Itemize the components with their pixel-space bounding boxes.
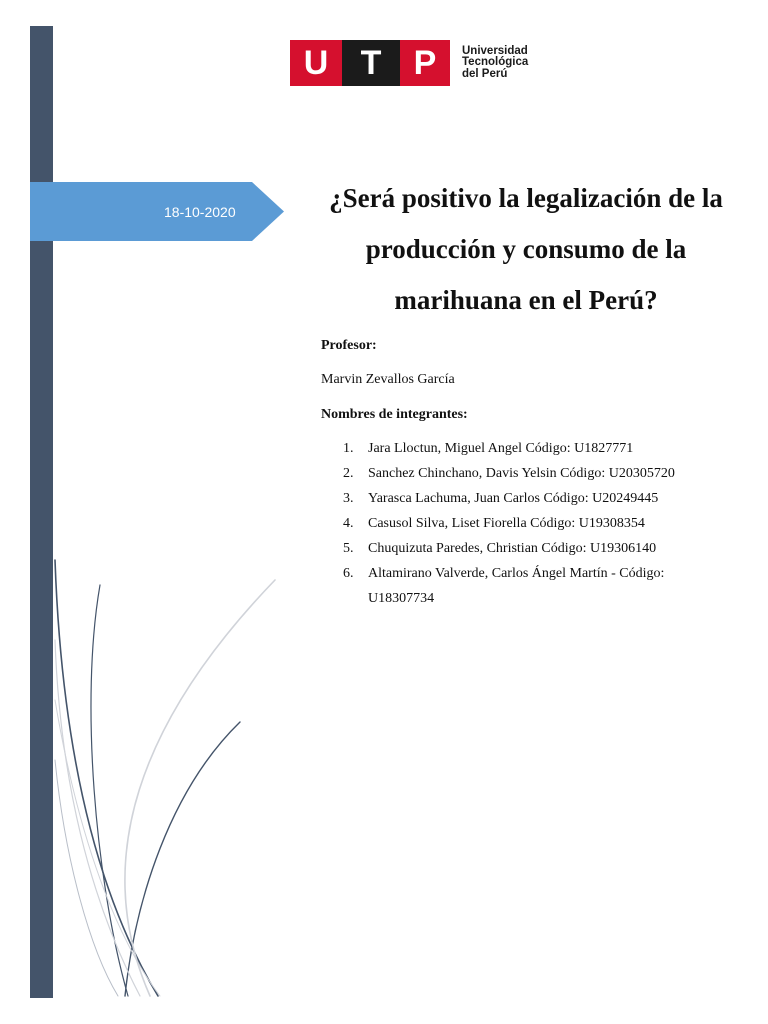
professor-name: Marvin Zevallos García [321, 372, 455, 387]
members-label: Nombres de integrantes: [321, 407, 468, 422]
list-item [321, 464, 741, 484]
logo-letter-t: T [342, 40, 400, 86]
logo-letter-p: P [400, 40, 450, 86]
utp-logo [290, 40, 528, 86]
list-item [321, 539, 741, 559]
list-number: 1. [343, 441, 354, 456]
logo-line-1: Universidad [462, 44, 528, 57]
list-item [321, 514, 741, 534]
logo-wordmark [462, 46, 528, 81]
members-list [321, 439, 741, 609]
member-text: Altamirano Valverde, Carlos Ángel Martín - Código: [368, 566, 665, 581]
logo-line-2: Tecnológica [462, 56, 529, 69]
list-number: 4. [343, 516, 354, 531]
logo-letter-u: U [290, 40, 342, 86]
list-item [321, 439, 741, 459]
date-banner [30, 182, 284, 241]
member-text: Yarasca Lachuma, Juan Carlos Código: U20249445 [368, 491, 659, 506]
document-title: ¿Será positivo la legalización de la producción y consumo de la marihuana en el Perú? [329, 183, 723, 315]
list-number: 3. [343, 491, 354, 506]
member-text: Jara Lloctun, Miguel Angel Código: U1827771 [368, 441, 634, 456]
professor-label: Profesor: [321, 338, 377, 353]
list-number: 6. [343, 566, 354, 581]
member-text: Sanchez Chinchano, Davis Yelsin Código: U20305720 [368, 466, 675, 481]
list-item [321, 489, 741, 509]
utp-logo-mark [290, 40, 450, 86]
document-body [321, 336, 741, 614]
list-item [321, 564, 748, 609]
list-number: 5. [343, 541, 354, 556]
member-code: U18307734 [368, 591, 435, 606]
date-text: 18-10-2020 [164, 203, 236, 220]
list-number: 2. [343, 466, 354, 481]
member-text: Chuquizuta Paredes, Christian Código: U19306140 [368, 541, 657, 556]
member-text: Casusol Silva, Liset Fiorella Código: U19308354 [368, 516, 645, 531]
logo-line-3: del Perú [462, 67, 508, 80]
